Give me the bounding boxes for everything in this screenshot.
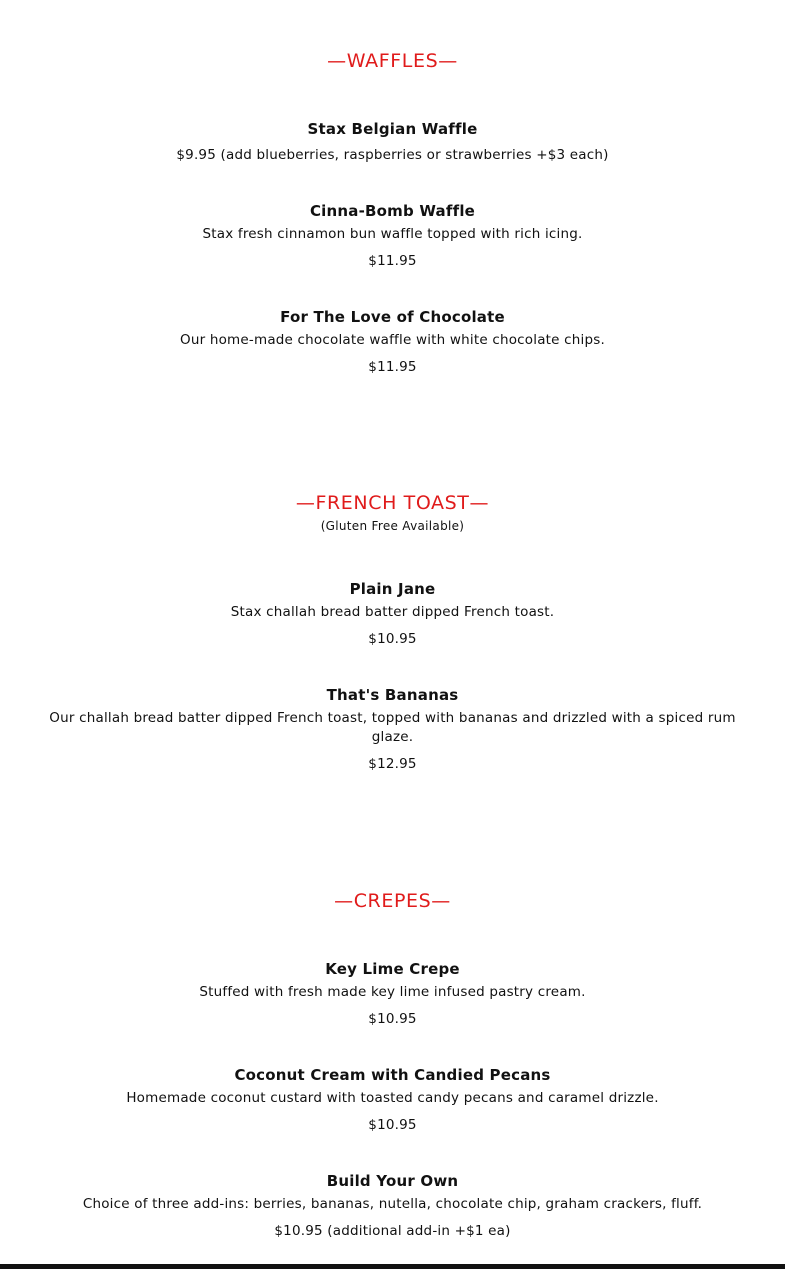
item-description: Our challah bread batter dipped French toast, topped with bananas and drizzled with a spiced rum glaze. (49, 710, 736, 745)
item-price: $9.95 (add blueberries, raspberries or strawberries +$3 each) (176, 147, 609, 163)
item-description: Stax fresh cinnamon bun waffle topped with rich icing. (202, 226, 583, 242)
menu-item-build-your-own (30, 1171, 755, 1241)
item-price: $10.95 (additional add-in +$1 ea) (274, 1223, 511, 1239)
item-price: $11.95 (368, 253, 417, 269)
item-name: Plain Jane (349, 580, 436, 598)
item-description: Our home-made chocolate waffle with white chocolate chips. (180, 332, 605, 348)
item-description: Stuffed with fresh made key lime infused pastry cream. (199, 984, 586, 1000)
item-name: Stax Belgian Waffle (307, 120, 478, 138)
item-price: $12.95 (368, 756, 417, 772)
french-toast-section-title: —FRENCH TOAST— (295, 492, 490, 514)
item-price: $11.95 (368, 359, 417, 375)
item-description: Homemade coconut custard with toasted candy pecans and caramel drizzle. (126, 1090, 659, 1106)
item-price: $10.95 (368, 631, 417, 647)
item-price: $10.95 (368, 1011, 417, 1027)
item-description: Choice of three add-ins: berries, bananas, nutella, chocolate chip, graham crackers, fluff. (82, 1196, 703, 1212)
gluten-free-note: (Gluten Free Available) (320, 519, 465, 533)
item-name: Build Your Own (326, 1172, 459, 1190)
bottom-divider (0, 1264, 785, 1269)
menu-item-key-lime-crepe (30, 959, 755, 1029)
menu-item-thats-bananas (30, 685, 755, 774)
waffles-section-title: —WAFFLES— (327, 50, 458, 72)
item-price: $10.95 (368, 1117, 417, 1133)
menu-item-coconut-cream-with-candied-pecans (30, 1065, 755, 1135)
item-name: Coconut Cream with Candied Pecans (234, 1066, 551, 1084)
item-name: That's Bananas (326, 686, 459, 704)
menu-item-plain-jane (30, 579, 755, 649)
item-name: For The Love of Chocolate (280, 308, 505, 326)
menu-item-for-the-love-of-chocolate (30, 307, 755, 377)
item-name: Key Lime Crepe (325, 960, 460, 978)
menu-item-cinna-bomb-waffle (30, 201, 755, 271)
item-name: Cinna-Bomb Waffle (309, 202, 476, 220)
item-description: Stax challah bread batter dipped French toast. (230, 604, 555, 620)
menu-item-stax-belgian-waffle (30, 119, 755, 165)
crepes-section-title: —CREPES— (334, 890, 451, 912)
